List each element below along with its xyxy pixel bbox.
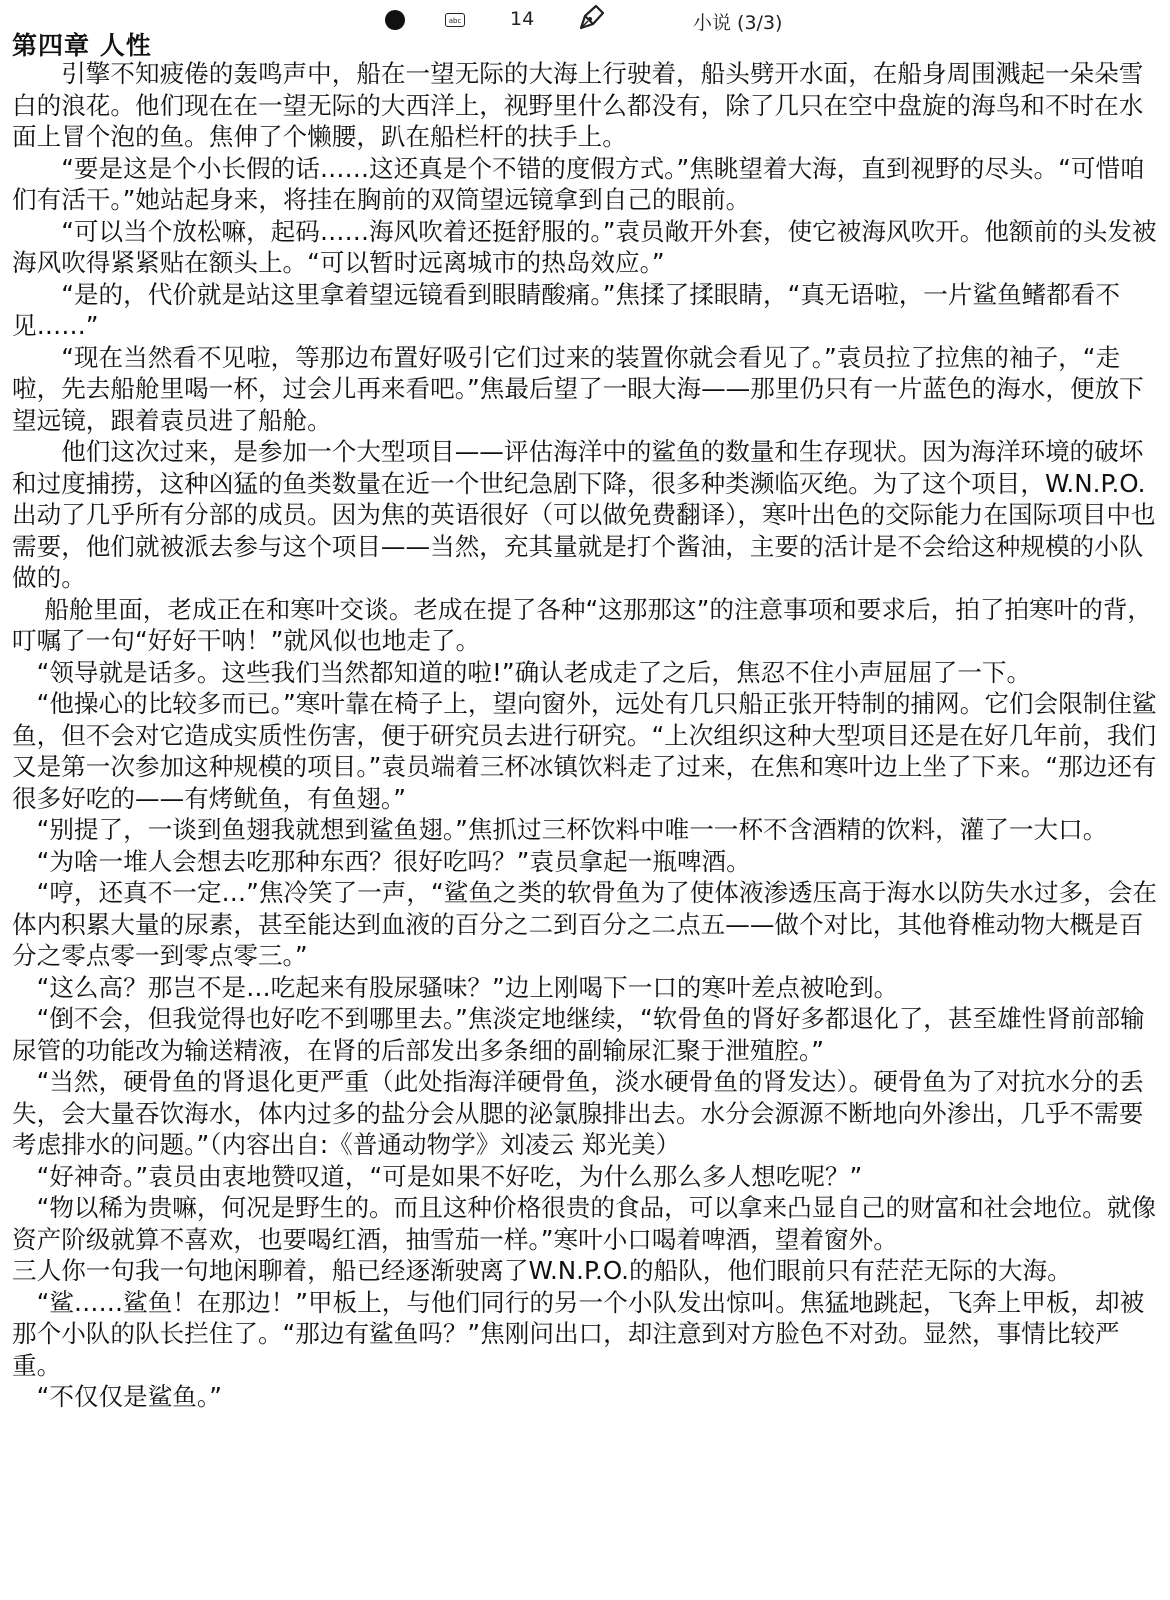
paragraph: “为啥一堆人会想去吃那种东西？很好吃吗？”袁员拿起一瓶啤酒。 xyxy=(12,846,751,876)
paragraph: “可以当个放松嘛，起码……海风吹着还挺舒服的。”袁员敞开外套，使它被海风吹开。他额前的头发被海风吹得紧紧贴在额头上。“可以暂时远离城市的热岛效应。” xyxy=(12,216,1157,277)
page-number: 14 xyxy=(510,8,535,30)
paragraph: “好神奇。”袁员由衷地赞叹道，“可是如果不好吃，为什么那么多人想吃呢？” xyxy=(12,1161,863,1191)
paragraph: 船舱里面，老成正在和寒叶交谈。老成在提了各种“这那那这”的注意事项和要求后，拍了拍寒叶的背，叮嘱了一句“好好干呐！”就风似也地走了。 xyxy=(12,594,1153,655)
paragraph: “不仅仅是鲨鱼。” xyxy=(12,1382,222,1411)
paragraph: “领导就是话多。这些我们当然都知道的啦!”确认老成走了之后，焦忍不住小声屈屈了一下。 xyxy=(12,657,1032,687)
paragraph: 引擎不知疲倦的轰鸣声中，船在一望无际的大海上行驶着，船头劈开水面，在船身周围溅起一朵朵雪白的浪花。他们现在在一望无际的大西洋上，视野里什么都没有，除了几只在空中盘旋的海鸟和不时在水面上冒个泡的鱼。焦伸了个懒腰，趴在船栏杆的扶手上。 xyxy=(12,59,1144,151)
paragraph: “鲨……鲨鱼！在那边！”甲板上，与他们同行的另一个小队发出惊叫。焦猛地跳起，飞奔上甲板，却被那个小队的队长拦住了。“那边有鲨鱼吗？”焦刚问出口，却注意到对方脸色不对劲。显然，事情比较严重。 xyxy=(12,1287,1145,1380)
pen-icon[interactable] xyxy=(576,3,606,33)
paragraph: “别提了，一谈到鱼翅我就想到鲨鱼翅。”焦抓过三杯饮料中唯一一杯不含酒精的饮料，灌了一大口。 xyxy=(12,815,1108,844)
page-body xyxy=(12,58,1160,1413)
document-title: 小说 (3/3) xyxy=(693,12,783,34)
paragraph: 他们这次过来，是参加一个大型项目——评估海洋中的鲨鱼的数量和生存现状。因为海洋环境的破坏和过度捕捞，这种凶猛的鱼类数量在近一个世纪急剧下降，很多种类濒临灭绝。为了这个项目，W.N.P.O.出动了几乎所有分部的成员。因为焦的英语很好（可以做免费翻译），寒叶出色的交际能力在国际项目中也需要，他们就被派去参与这个项目——当然，充其量就是打个酱油，主要的活计是不会给这种规模的小队做的。 xyxy=(12,437,1156,592)
paragraph: 三人你一句我一句地闲聊着，船已经逐渐驶离了W.N.P.O.的船队，他们眼前只有茫茫无际的大海。 xyxy=(12,1256,1072,1285)
paragraph: “物以稀为贵嘛，何况是野生的。而且这种价格很贵的食品，可以拿来凸显自己的财富和社会地位。就像资产阶级就算不喜欢，也要喝红酒，抽雪茄一样。”寒叶小口喝着啤酒，望着窗外。 xyxy=(12,1193,1157,1254)
paragraph: “哼，还真不一定…”焦冷笑了一声，“鲨鱼之类的软骨鱼为了使体液渗透压高于海水以防失水过多，会在体内积累大量的尿素，甚至能达到血液的百分之二到百分之二点五——做个对比，其他脊椎动物大概是百分之零点零一到零点零三。” xyxy=(12,878,1157,970)
paragraph: “他操心的比较多而已。”寒叶靠在椅子上，望向窗外，远处有几只船正张开特制的捕网。它们会限制住鲨鱼，但不会对它造成实质性伤害，便于研究员去进行研究。“上次组织这种大型项目还是在好几年前，我们又是第一次参加这种规模的项目。”袁员端着三杯冰镇饮料走了过来，在焦和寒叶边上坐了下来。“那边还有很多好吃的——有烤鱿鱼，有鱼翅。” xyxy=(12,689,1157,813)
record-dot-icon xyxy=(385,10,405,30)
chapter-title: 第四章 人性 xyxy=(12,31,152,60)
paragraph: “当然，硬骨鱼的肾退化更严重（此处指海洋硬骨鱼，淡水硬骨鱼的肾发达）。硬骨鱼为了对抗水分的丢失，会大量吞饮海水，体内过多的盐分会从腮的泌氯腺排出去。水分会源源不断地向外渗出，几乎不需要考虑排水的问题。”（内容出自:《普通动物学》刘凌云 郑光美） xyxy=(12,1067,1144,1159)
paragraph: “要是这是个小长假的话……这还真是个不错的度假方式。”焦眺望着大海，直到视野的尽头。“可惜咱们有活干。”她站起身来，将挂在胸前的双筒望远镜拿到自己的眼前。 xyxy=(12,153,1145,214)
paragraph: “现在当然看不见啦，等那边布置好吸引它们过来的装置你就会看见了。”袁员拉了拉焦的袖子，“走啦，先去船舱里喝一杯，过会儿再来看吧。”焦最后望了一眼大海——那里仍只有一片蓝色的海水，便放下望远镜，跟着袁员进了船舱。 xyxy=(12,342,1144,435)
paragraph: “这么高？那岂不是…吃起来有股尿骚味？”边上刚喝下一口的寒叶差点被呛到。 xyxy=(12,972,899,1002)
keyboard-abc-icon: abc xyxy=(445,13,465,27)
paragraph: “是的，代价就是站这里拿着望远镜看到眼睛酸痛。”焦揉了揉眼睛，“真无语啦，一片鲨鱼鳍都看不见……” xyxy=(12,279,1121,340)
paragraph: “倒不会，但我觉得也好吃不到哪里去。”焦淡定地继续，“软骨鱼的肾好多都退化了，甚至雄性肾前部输尿管的功能改为输送精液，在肾的后部发出多条细的副输尿汇聚于泄殖腔。” xyxy=(12,1004,1145,1065)
status-bar xyxy=(0,0,1170,40)
